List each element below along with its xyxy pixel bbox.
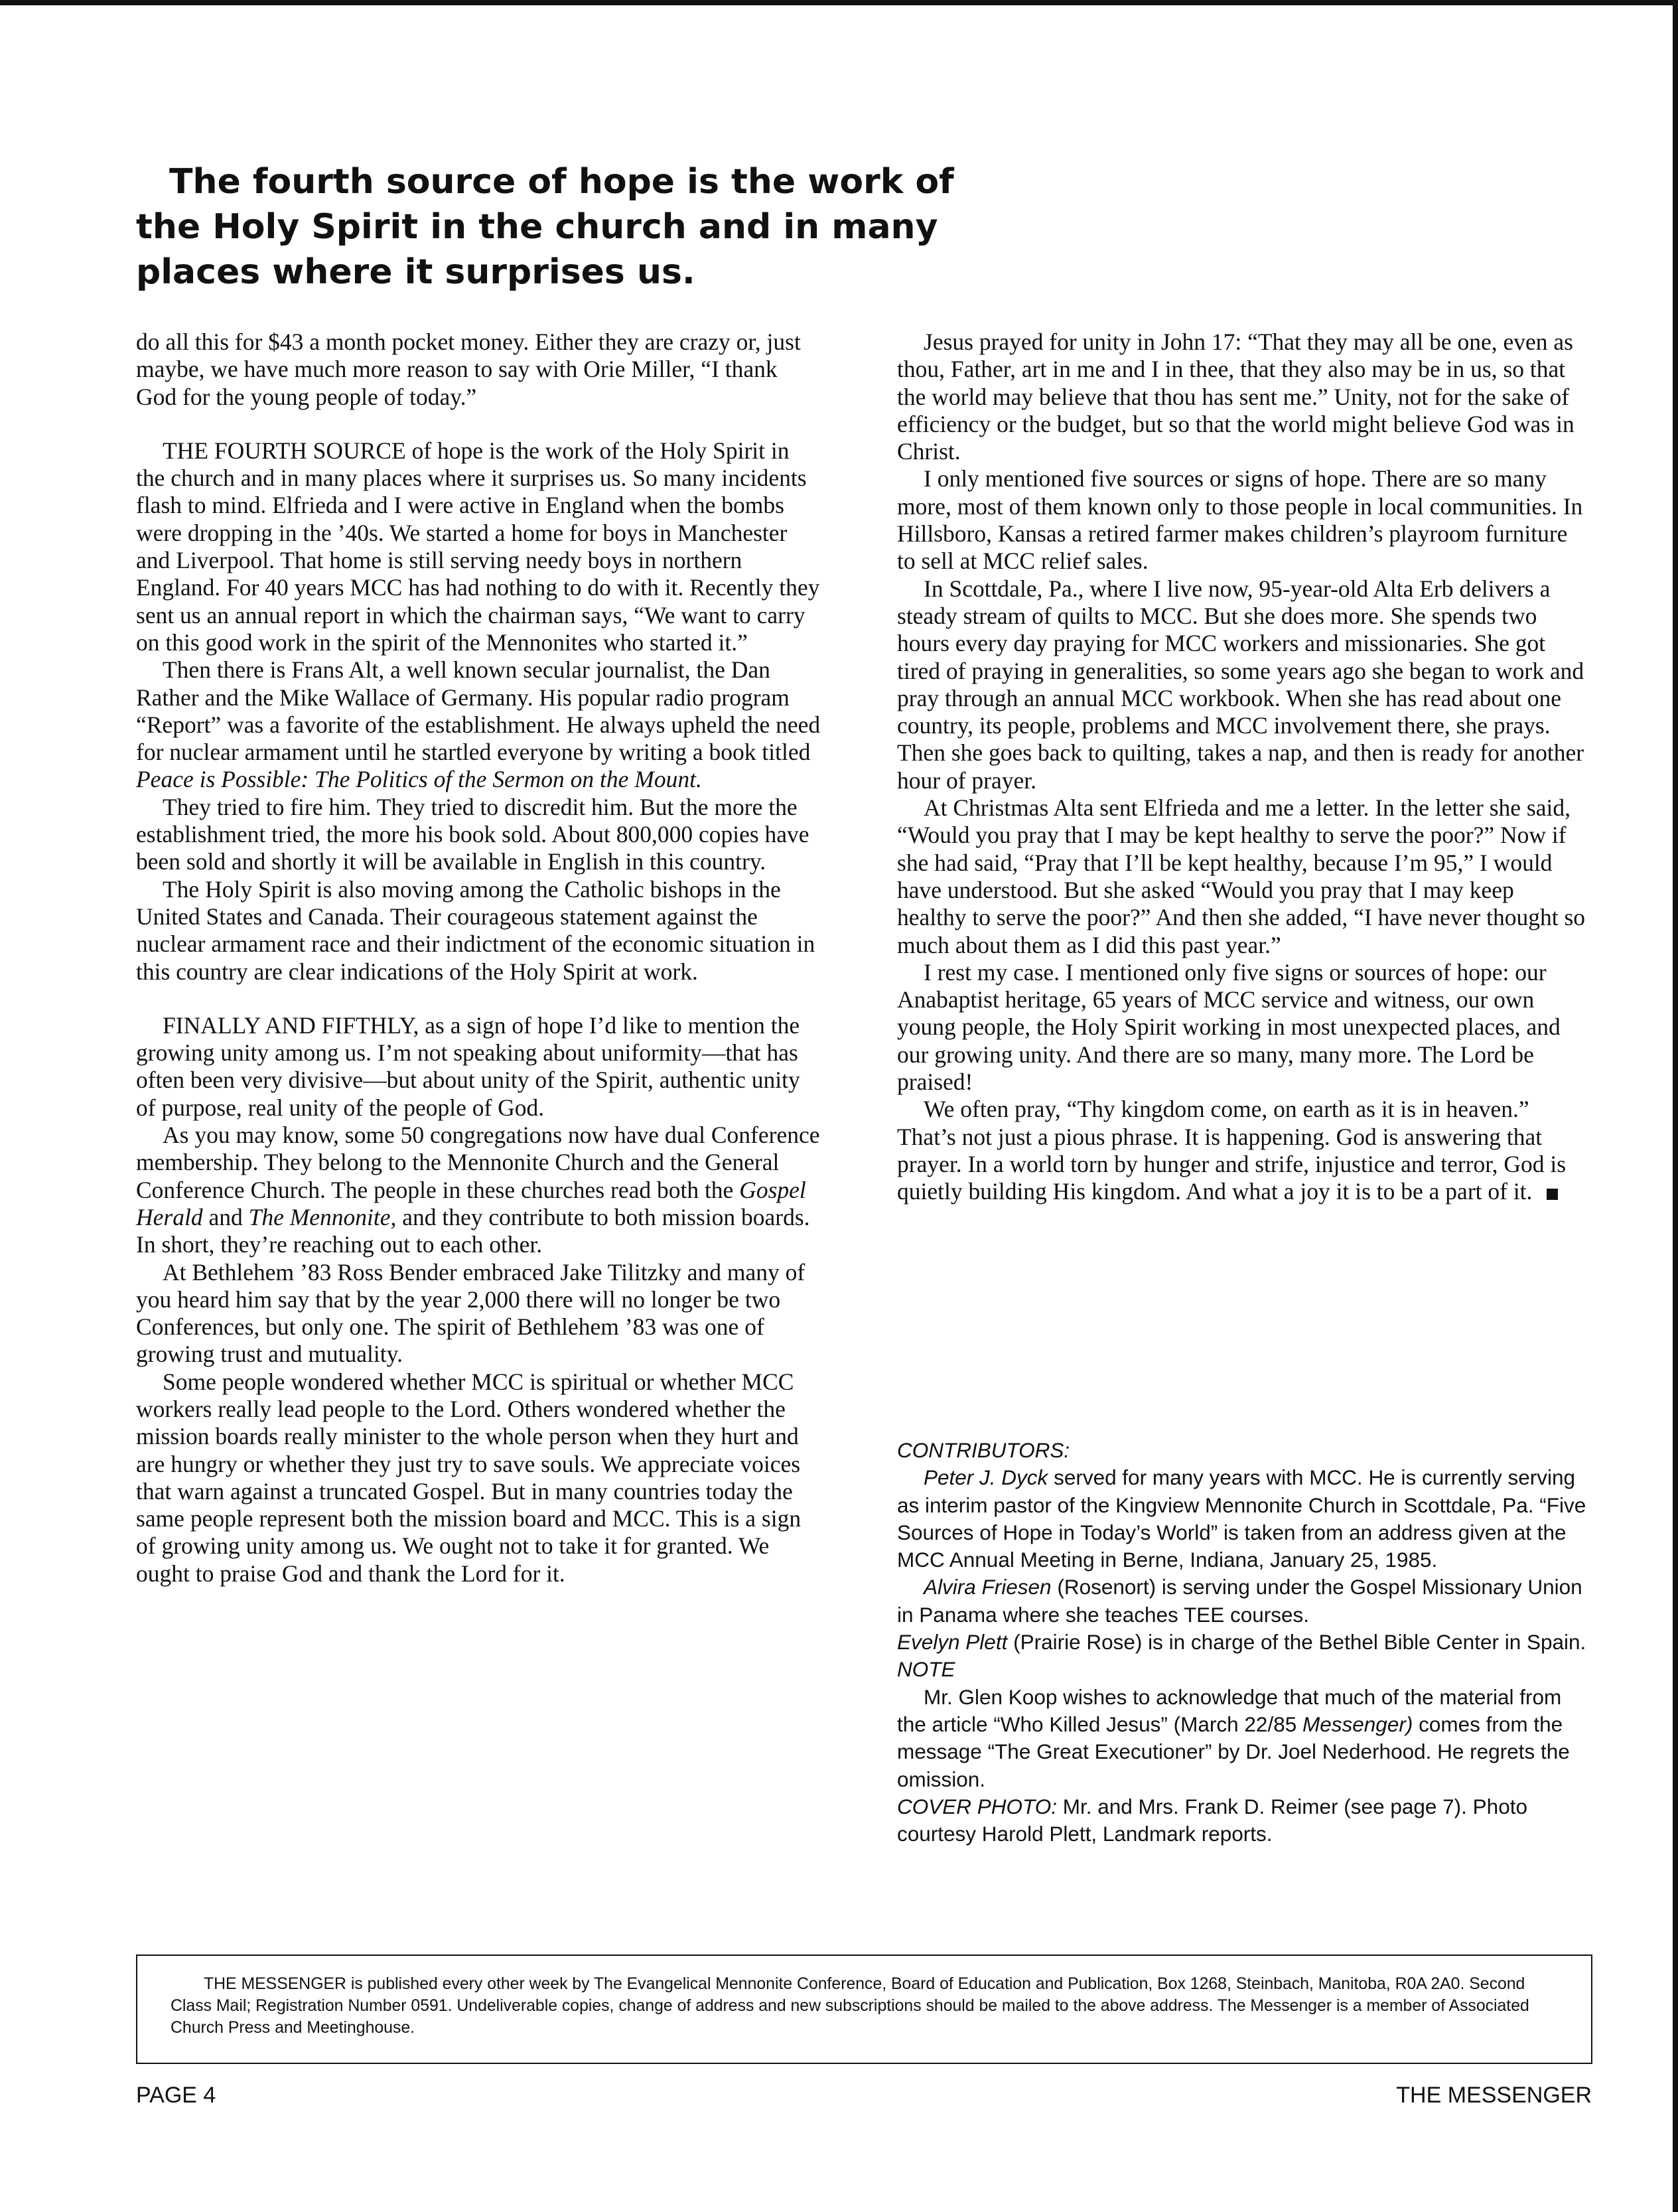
paragraph: do all this for $43 a month pocket money. Either they are crazy or, just maybe, we have much more reason to say with Orie Miller, “I thank God for the young people of today.”	[136, 329, 801, 410]
paragraph-text: We often pray, “Thy kingdom come, on earth as it is in heaven.” That’s not just a pious phrase. It is happening. God is answering that prayer. In a world torn by hunger and strife, injustice and terror, God is quietly building His kingdom. And what a joy it is to be a part of it.	[897, 1096, 1567, 1205]
paragraph: THE FOURTH SOURCE of hope is the work of the Holy Spirit in the church and in many places where it surprises us. So many incidents flash to mind. Elfrieda and I were active in England when the bombs were dropping in the ’40s. We started a home for boys in Manchester and Liverpool. That home is still serving needy boys in northern England. For 40 years MCC has had nothing to do with it. Recently they sent us an annual report in which the chairman says, “We want to carry on this good work in the spirit of the Mennonites who started it.”	[136, 437, 820, 656]
contributor-name: Alvira Friesen	[924, 1575, 1052, 1599]
cover-photo-text: Mr. and Mrs. Frank D. Reimer (see page 7). Photo courtesy Harold Plett, Landmark reports.	[897, 1794, 1527, 1846]
publication-title: Gospel Herald	[136, 1176, 806, 1230]
paragraph: They tried to fire him. They tried to discredit him. But the more the establishment tried, the more his book sold. About 800,000 copies have been sold and shortly it will be available in English in this country.	[136, 793, 809, 875]
page-border-right	[1673, 0, 1678, 2212]
contributor-name: Evelyn Plett	[897, 1630, 1008, 1655]
contributor-name: Peter J. Dyck	[924, 1465, 1048, 1490]
paragraph: FINALLY AND FIFTHLY, as a sign of hope I’d like to mention the growing unity among us. I’m not speaking about uniformity—that has often been very divisive—but about unity of the Spirit, authentic unity of purpose, real unity of the people of God.	[136, 1011, 800, 1121]
publication-title: The Mennonite,	[248, 1203, 397, 1230]
contributor-text: served for many years with MCC. He is currently serving as interim pastor of the Kingview Mennonite Church in Scottdale, Pa. “Five Sources of Hope in Today’s World” is taken from an address given at the MCC Annual Meeting in Berne, Indiana, January 25, 1985.	[897, 1465, 1586, 1572]
note-text: Mr. Glen Koop wishes to acknowledge that much of the material from the article “Who Killed Jesus” (March 22/85	[897, 1684, 1562, 1736]
paragraph: Jesus prayed for unity in John 17: “That they may all be one, even as thou, Father, art in me and I in thee, that they also may be in us, so that the world may believe that thou has sent me.” Unity, not for the sake of efficiency or the budget, but so that the world might believe God was in Christ.	[897, 329, 1574, 465]
note-text: comes from the message “The Great Executioner” by Dr. Joel Nederhood. He regrets the omission.	[897, 1712, 1570, 1791]
contributors-section	[897, 1437, 1587, 1848]
paragraph-text: As you may know, some 50 congregations now have dual Conference membership. They belong to the Mennonite Church and the General Conference Church. The people in these churches read both the	[136, 1122, 820, 1203]
paragraph: At Christmas Alta sent Elfrieda and me a letter. In the letter she said, “Would you pray that I may be kept healthy to serve the poor?” Now if she had said, “Pray that I’ll be kept healthy, because I’m 95,” I would have understood. But she asked “Would you pray that I may keep healthy to serve the poor?” And then she added, “I have never thought so much about them as I did this past year.”	[897, 794, 1586, 958]
publication-name: THE MESSENGER	[1396, 2083, 1592, 2108]
pull-quote-line: places where it surprises us.	[136, 252, 695, 292]
cover-photo-entry	[897, 1793, 1587, 1848]
contributor-text: (Rosenort) is serving under the Gospel Missionary Union in Panama where she teaches TEE courses.	[897, 1575, 1582, 1627]
book-title: Peace is Possible: The Politics of the Sermon on the Mount.	[136, 766, 702, 793]
paragraph: At Bethlehem ’83 Ross Bender embraced Jake Tilitzky and many of you heard him say that by the year 2,000 there will no longer be two Conferences, but only one. The spirit of Bethlehem ’83 was one of growing trust and mutuality.	[136, 1258, 805, 1368]
end-of-article-icon	[1547, 1189, 1558, 1200]
note-italic: Messenger)	[1302, 1712, 1413, 1736]
paragraph	[136, 1122, 823, 1258]
paragraph-text: and	[208, 1203, 243, 1230]
paragraph	[136, 656, 823, 793]
contributor-entry	[897, 1629, 1587, 1656]
contributor-entry	[897, 1464, 1587, 1574]
page-number: PAGE 4	[136, 2083, 216, 2108]
paragraph-text: Then there is Frans Alt, a well known secular journalist, the Dan Rather and the Mike Wallace of Germany. His popular radio program “Report” was a favorite of the establishment. He always upheld the need for nuclear armament until he startled everyone by writing a book titled	[136, 656, 821, 766]
paragraph-text: and they contribute to both mission boards. In short, they’re reaching out to each other.	[136, 1203, 810, 1258]
contributors-heading: CONTRIBUTORS:	[897, 1438, 1070, 1462]
paragraph: Some people wondered whether MCC is spiritual or whether MCC workers really lead people to the Lord. Others wondered whether the mission boards really minister to the whole person when they hurt and are hungry or whether they just try to save souls. We appreciate voices that warn against a truncated Gospel. But in many countries today the same people represent both the mission board and MCC. This is a sign of growing unity among us. We ought not to take it for granted. We ought to praise God and thank the Lord for it.	[136, 1368, 802, 1587]
cover-photo-label: COVER PHOTO:	[897, 1794, 1057, 1818]
paragraph: I rest my case. I mentioned only five signs or sources of hope: our Anabaptist heritage, 65 years of MCC service and witness, our own young people, the Holy Spirit working in most unexpected places, and our growing unity. And there are so many, many more. The Lord be praised!	[897, 958, 1561, 1096]
pull-quote-line: the Holy Spirit in the church and in many	[136, 207, 938, 247]
note-heading: NOTE	[897, 1657, 955, 1682]
publication-info-box: THE MESSENGER is published every other week by The Evangelical Mennonite Conference, Board of Education and Publication, Box 1268, Steinbach, Manitoba, R0A 2A0. Second Class Mail; Registration Number 0591. Undeliverable copies, change of address and new subscriptions should be mailed to the above address. The Messenger is a member of Associated Church Press and Meetinghouse.	[136, 1954, 1592, 2064]
paragraph: The Holy Spirit is also moving among the Catholic bishops in the United States and Canada. Their courageous statement against the nuclear armament race and their indictment of the economic situation in this country are clear indications of the Holy Spirit at work.	[136, 875, 815, 985]
paragraph: In Scottdale, Pa., where I live now, 95-year-old Alta Erb delivers a steady stream of quilts to MCC. But she does more. She spends two hours every day praying for MCC workers and missionaries. She got tired of praying in generalities, so some years ago she began to work and pray through an annual MCC workbook. When she has read about one country, its people, problems and MCC involvement there, she prays. Then she goes back to quilting, takes a nap, and then is ready for another hour of prayer.	[897, 575, 1584, 794]
contributor-text: (Prairie Rose) is in charge of the Bethel Bible Center in Spain.	[1013, 1630, 1586, 1655]
article-column-right	[897, 329, 1587, 1206]
page-border-top	[0, 0, 1678, 5]
pull-quote	[136, 159, 1025, 295]
contributor-entry	[897, 1574, 1587, 1629]
article-column-left	[136, 329, 823, 1587]
paragraph	[897, 1096, 1587, 1205]
note-entry	[897, 1684, 1587, 1793]
paragraph: I only mentioned five sources or signs of hope. There are so many more, most of them known only to those people in local communities. In Hillsboro, Kansas a retired farmer makes children’s playroom furniture to sell at MCC relief sales.	[897, 465, 1583, 575]
pull-quote-line: The fourth source of hope is the work of	[169, 162, 954, 202]
